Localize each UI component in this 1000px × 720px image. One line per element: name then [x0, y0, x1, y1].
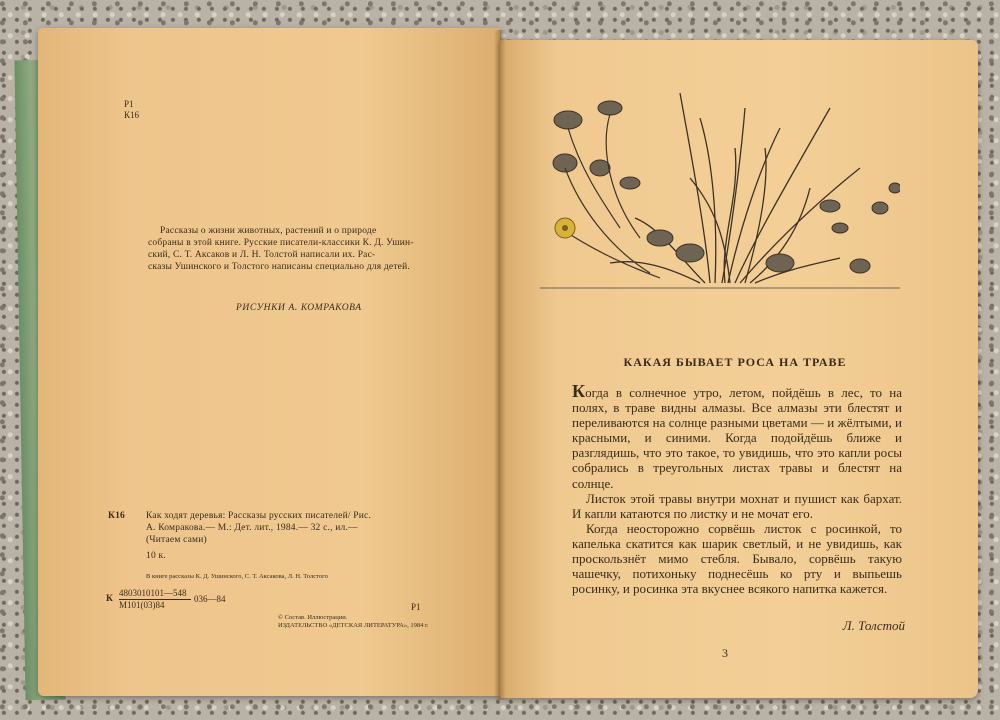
book-fold	[494, 30, 506, 700]
paragraph-text: огда в солнечное утро, летом, пойдёшь в лес, то на полях, в траве видны алмазы. Все алмазы эти блестят и переливаются на солнце разными цветами — и жёлтыми, и красными, и синими. Когда подойдёшь ближе и разглядишь, что это такое, то увидишь, что это капли росы собрались в треугольных листах травы и блестят на солнце.	[572, 385, 902, 491]
story-title: КАКАЯ БЫВАЕТ РОСА НА ТРАВЕ	[623, 355, 847, 369]
grass-and-flowers-illustration	[540, 88, 900, 298]
story-paragraph: Когда неосторожно сорвёшь листок с росинкой, то капелька скатится как шарик светлый, и не увидишь, как проскользнёт мимо стебля. Бывало, сорвёшь такую чашечку, потихоньку поднесёшь ко рту и выпьешь росинку, и росинка эта вкуснее всякого напитка кажется.	[572, 520, 902, 597]
copyright-line: ИЗДАТЕЛЬСТВО «ДЕТСКАЯ ЛИТЕРАТУРА», 1984 г.	[278, 622, 429, 629]
drop-cap: К	[572, 381, 586, 401]
book-annotation	[148, 225, 448, 273]
catalog-line: (Читаем сами)	[146, 535, 207, 545]
author-signature: Л. Толстой	[842, 618, 905, 633]
annotation-line: ский, С. Т. Аксаков и Л. Н. Толстой написали их. Рас-	[148, 250, 376, 260]
bbk-code: Р1	[411, 602, 421, 612]
classification-code: К16	[124, 110, 140, 120]
stems-icon	[560, 114, 660, 278]
catalog-line: Как ходят деревья: Рассказы русских писателей/ Рис.	[146, 511, 372, 521]
price: 10 к.	[146, 551, 166, 561]
catalog-entry	[146, 510, 446, 546]
copyright-line: © Состав. Иллюстрации.	[278, 614, 348, 621]
page-number: 3	[722, 646, 728, 660]
illustrator-credit: РИСУНКИ А. КОМРАКОВА	[236, 303, 362, 313]
yellow-flower-icon	[555, 218, 575, 238]
copyright	[278, 614, 429, 630]
annotation-line: сказы Ушинского и Толстого написаны специально для детей.	[148, 262, 410, 272]
index-suffix: 036—84	[194, 594, 226, 604]
story-body	[572, 381, 902, 597]
index-top: 4803010101—548	[119, 588, 187, 598]
contents-note: В книге рассказы К. Д. Ушинского, С. Т. Аксакова, Л. Н. Толстого	[146, 573, 328, 580]
index-bottom: М101(03)84	[119, 600, 165, 610]
catalog-line: А. Комракова.— М.: Дет. лит., 1984.— 32 с., ил.—	[146, 523, 358, 533]
grass-blades-icon	[610, 93, 860, 283]
annotation-line: Рассказы о жизни животных, растений и о природе	[160, 226, 377, 236]
classification-codes	[124, 99, 139, 121]
story-paragraph: Листок этой травы внутри мохнат и пушист как бархат. И капли катаются по листку и не мочат его.	[572, 490, 902, 521]
annotation-line: собраны в этой книге. Русские писатели-классики К. Д. Ушин-	[148, 238, 414, 248]
leaves-icon	[553, 101, 900, 273]
index-fraction	[119, 588, 187, 611]
story-paragraph	[572, 381, 902, 491]
index-letter: К	[106, 594, 114, 604]
fraction-line	[119, 599, 191, 600]
catalog-code: К16	[108, 511, 125, 521]
classification-code: Р1	[124, 99, 134, 109]
